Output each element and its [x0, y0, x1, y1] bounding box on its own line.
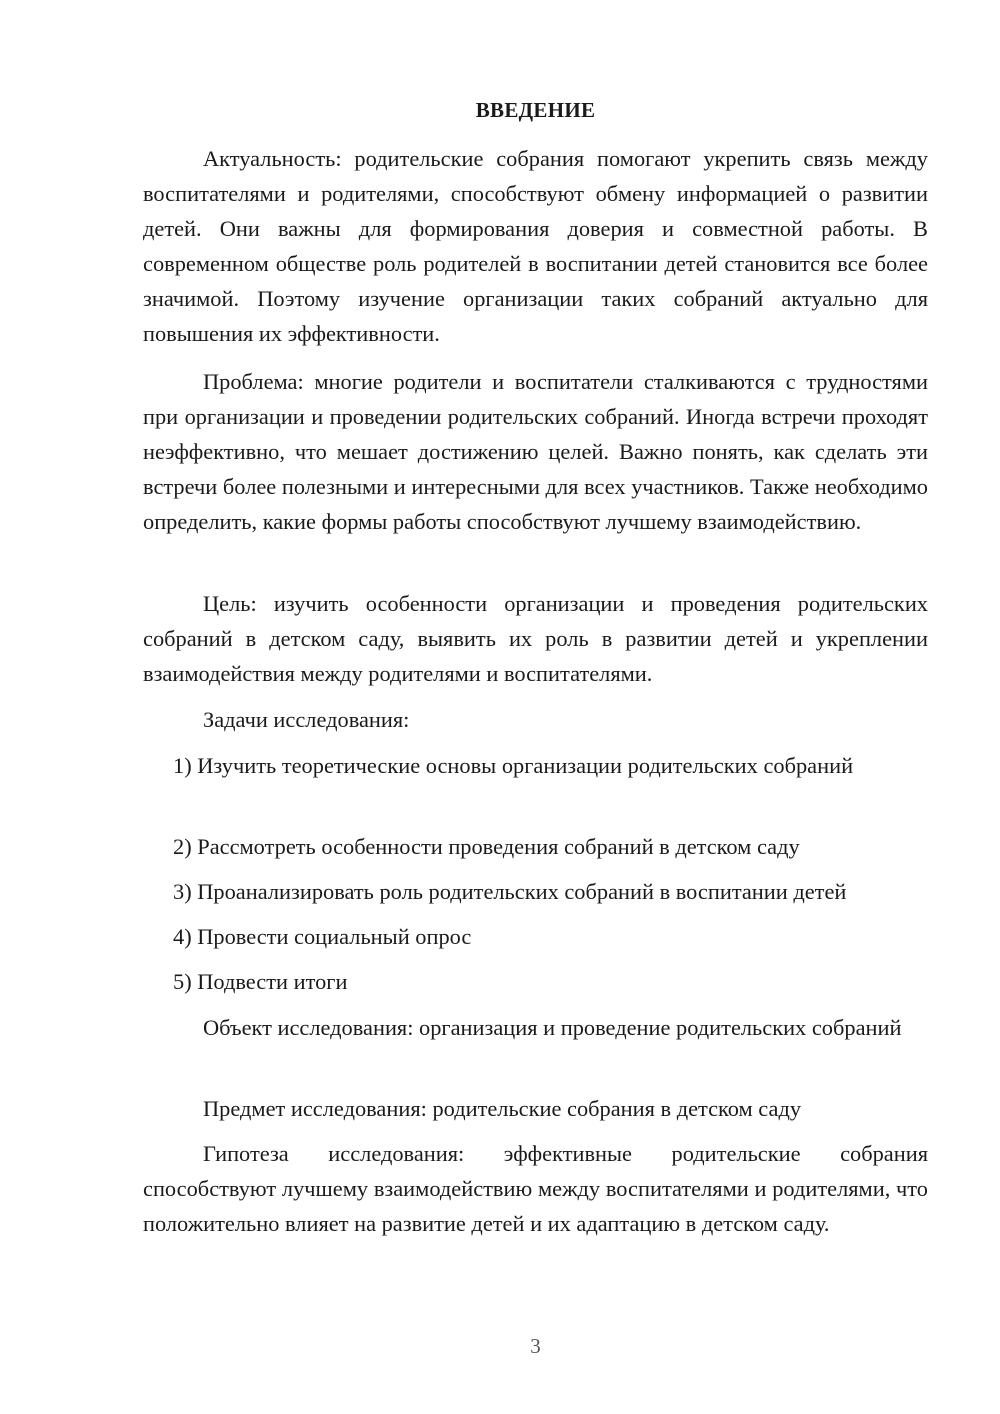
task-item-1: 1) Изучить теоретические основы организации родительских собраний — [173, 753, 854, 778]
problem-paragraph: Проблема: многие родители и воспитатели сталкиваются с трудностями при организации и проведении родительских собраний. Иногда встречи проходят неэффективно, что мешает достижению целей. Важно понять, как сделать эти встречи более полезными и интересными для всех участников. Также необходимо определить, какие формы работы способствуют лучшему взаимодействию. — [143, 369, 928, 534]
page-title: ВВЕДЕНИЕ — [475, 98, 596, 122]
document-page — [143, 0, 928, 1414]
tasks-heading: Задачи исследования: — [203, 707, 410, 732]
object-paragraph: Объект исследования: организация и проведение родительских собраний — [203, 1015, 902, 1040]
task-item-3: 3) Проанализировать роль родительских собраний в воспитании детей — [173, 879, 847, 904]
task-item-5: 5) Подвести итоги — [173, 969, 348, 994]
task-item-4: 4) Провести социальный опрос — [173, 924, 472, 949]
hypothesis-paragraph: Гипотеза исследования: эффективные родительские собрания способствуют лучшему взаимодействию между воспитателями и родителями, что положительно влияет на развитие детей и их адаптацию в детском саду. — [143, 1141, 928, 1236]
goal-paragraph: Цель: изучить особенности организации и проведения родительских собраний в детском саду, выявить их роль в развитии детей и укреплении взаимодействия между родителями и воспитателями. — [143, 591, 928, 686]
relevance-paragraph: Актуальность: родительские собрания помогают укрепить связь между воспитателями и родителями, способствуют обмену информацией о развитии детей. Они важны для формирования доверия и совместной работы. В современном обществе роль родителей в воспитании детей становится все более значимой. Поэтому изучение организации таких собраний актуально для повышения их эффективности. — [143, 146, 928, 346]
subject-paragraph: Предмет исследования: родительские собрания в детском саду — [203, 1096, 802, 1121]
task-item-2: 2) Рассмотреть особенности проведения собраний в детском саду — [173, 834, 800, 859]
page-number: 3 — [530, 1334, 541, 1358]
